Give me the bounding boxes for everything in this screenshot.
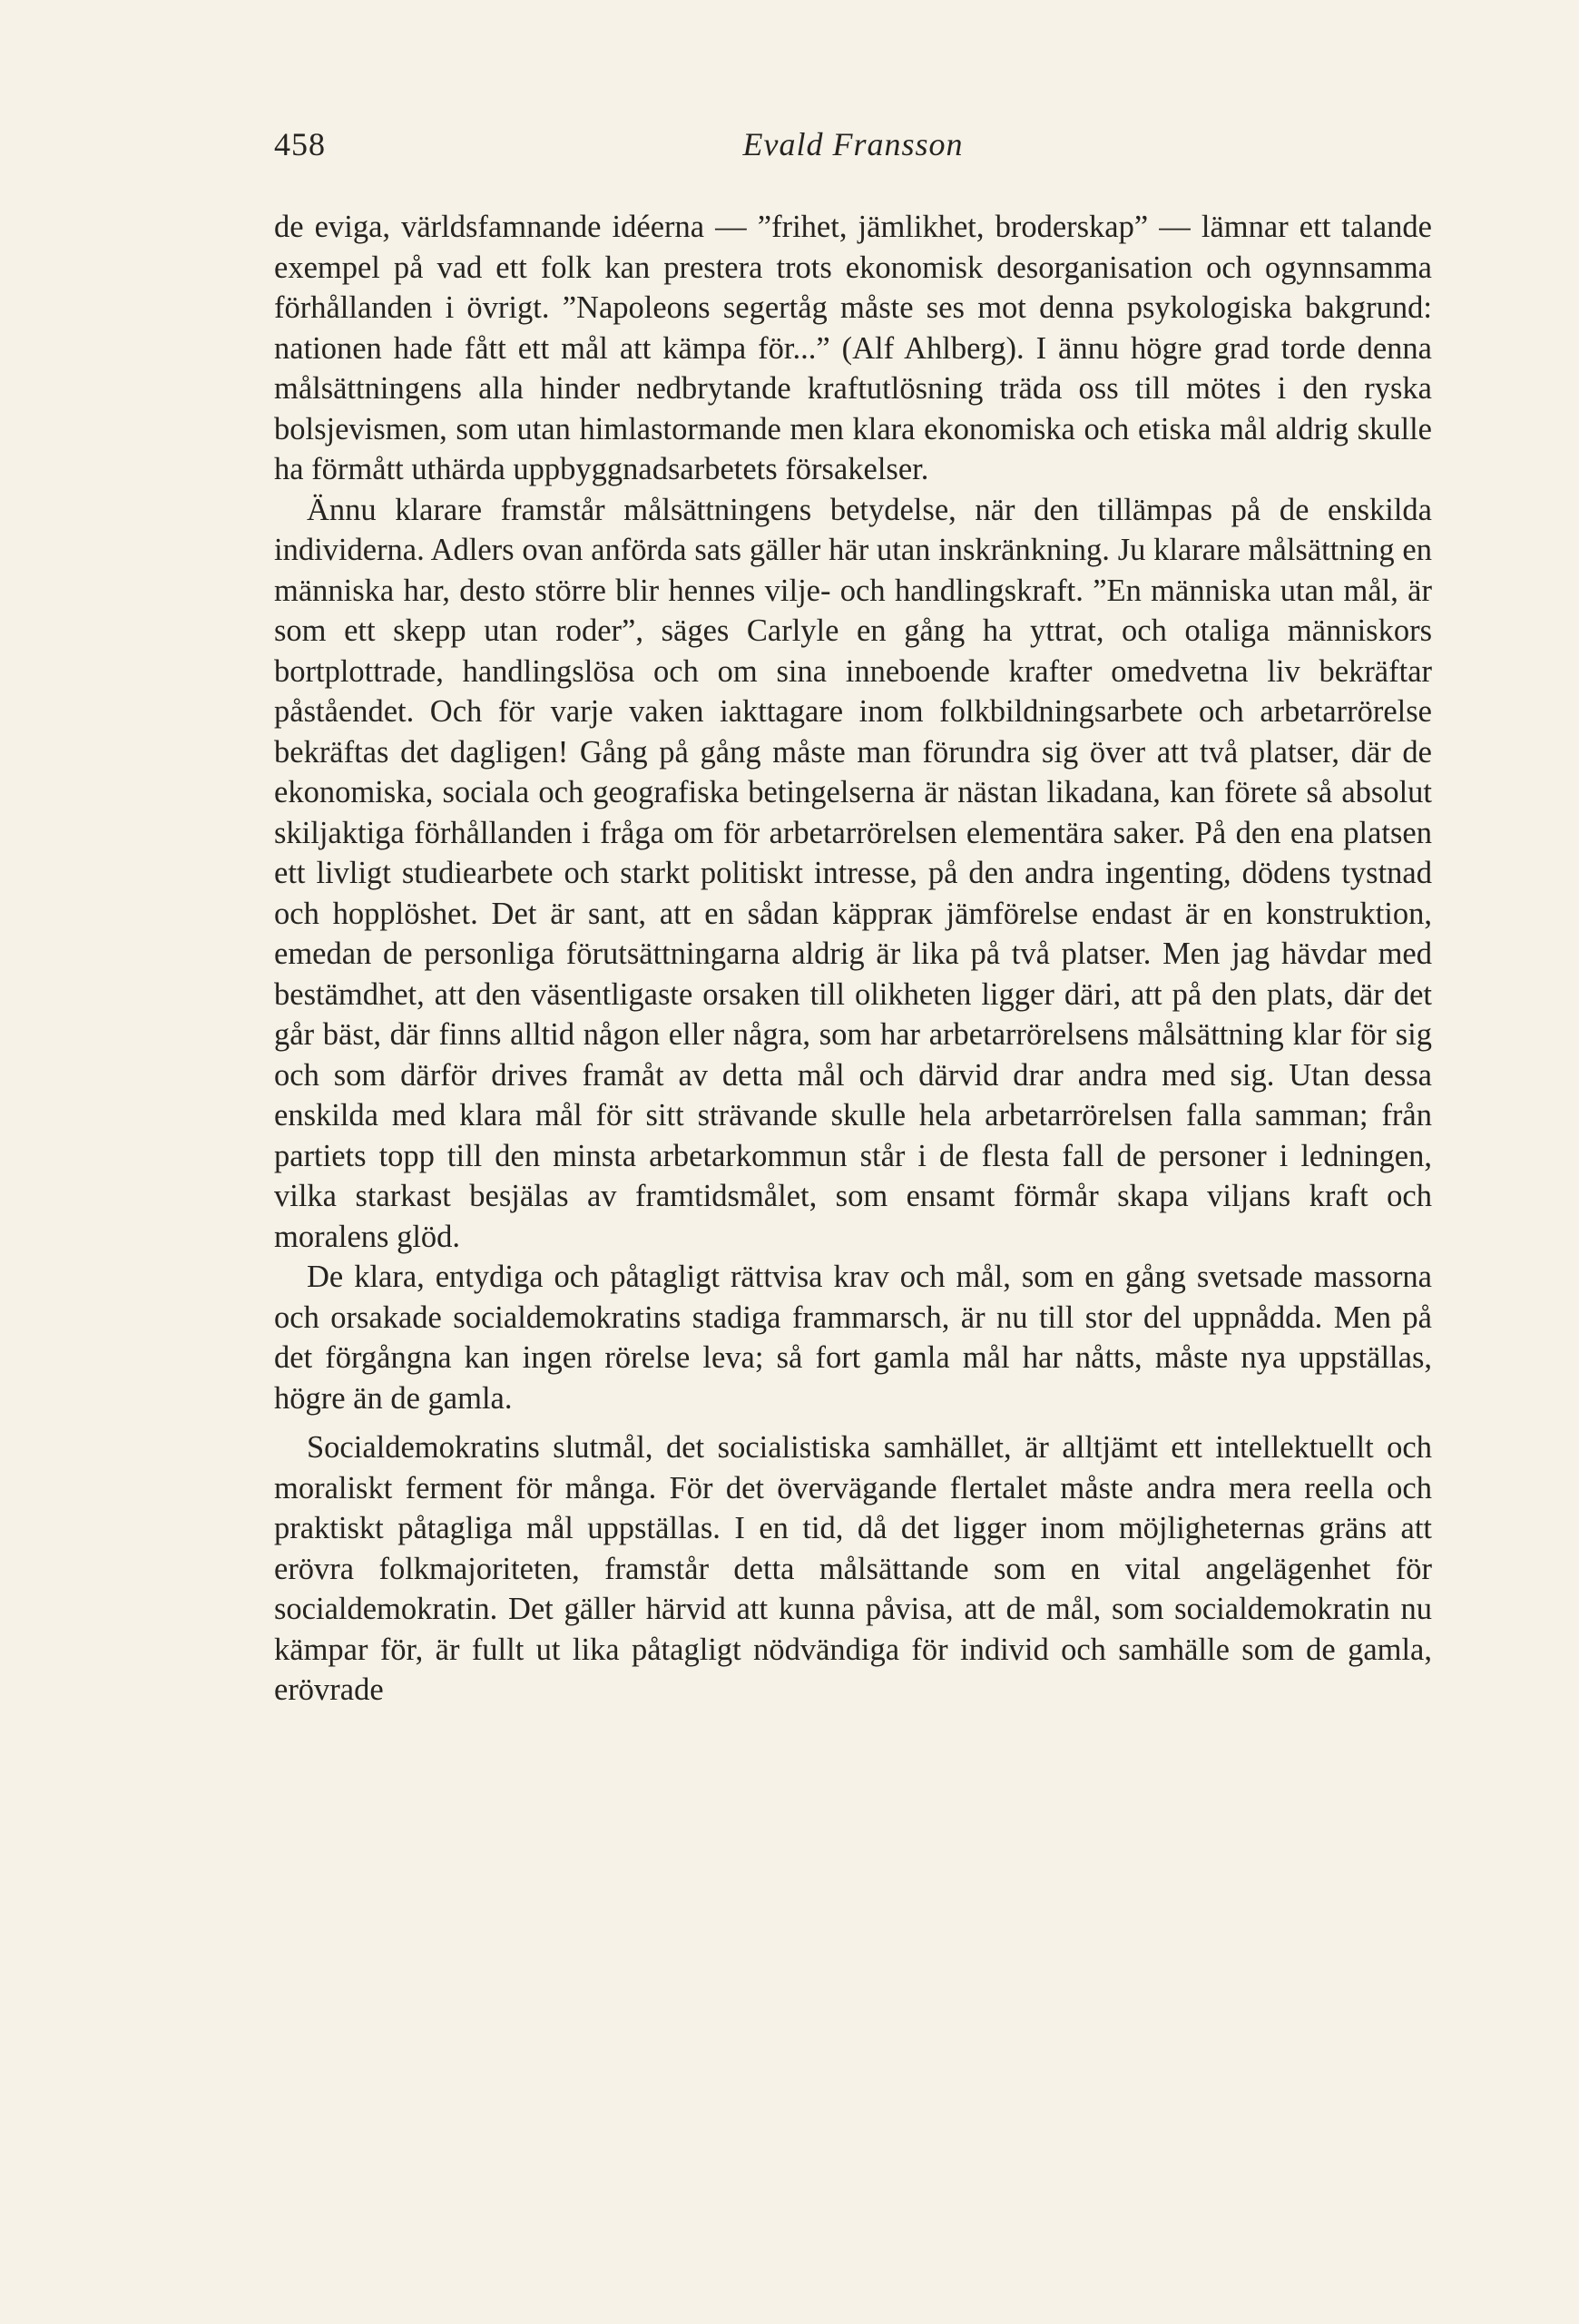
page-header	[274, 125, 1432, 180]
paragraph-4: Socialdemokratins slutmål, det socialistiska samhället, är alltjämt ett intellektuellt och moraliskt ferment för många. För det övervägande flertalet måste andra mera reella och praktiskt påtagliga mål uppställas. I en tid, då det ligger inom möjligheternas gräns att erövra folkmajoriteten, framstår detta målsättande som en vital angelägenhet för socialdemokratin. Det gäller härvid att kunna påvisa, att de mål, som socialdemokratin nu kämpar för, är fullt ut lika påtagligt nödvändiga för individ och samhälle som de gamla, erövrade	[274, 1430, 1432, 1707]
page-number: 458	[274, 126, 326, 162]
paragraph-3: De klara, entydiga och påtagligt rättvisa krav och mål, som en gång svetsade massorna och orsakade socialdemokratins stadiga frammarsch, är nu till stor del uppnådda. Men på det förgångna kan ingen rörelse leva; så fort gamla mål har nåtts, måste nya uppställas, högre än de gamla.	[274, 1260, 1432, 1416]
paragraph-1: de eviga, världsfamnande idéerna — ”frihet, jämlikhet, broderskap” — lämnar ett talande exempel på vad ett folk kan prestera trots ekonomisk desorganisation och ogynnsamma förhållanden i övrigt. ”Napoleons segertåg måste ses mot denna psykologiska bakgrund: nationen hade fått ett mål att kämpa för...” (Alf Ahlberg). I ännu högre grad torde denna målsättningens alla hinder nedbrytande kraftutlösning träda oss till mötes i den ryska bolsjevismen, som utan himlastormande men klara ekonomiska och etiska mål aldrig skulle ha förmått uthärda uppbyggnadsarbetets försakelser.	[274, 210, 1432, 486]
running-head: Evald Fransson	[742, 126, 964, 162]
paragraph-2: Ännu klarare framstår målsättningens betydelse, när den tillämpas på de enskilda individerna. Adlers ovan anförda sats gäller här utan inskränkning. Ju klarare målsättning en människa har, desto större blir hennes vilje- och handlingskraft. ”En människa utan mål, är som ett skepp utan roder”, säges Carlyle en gång ha yttrat, och otaliga människors bortplottrade, handlingslösa och om sina inneboende krafter omedvetna liv bekräftar påståendet. Och för varje vaken iakttagare inom folkbildningsarbete och arbetarrörelse bekräftas det dagligen! Gång på gång måste man förundra sig över att två platser, där de ekonomiska, sociala och geografiska betingelserna är nästan likadana, kan förete så absolut skiljaktiga förhållanden i fråga om för arbetarrörelsen elementära saker. På den ena platsen ett livligt studiearbete och starkt politiskt intresse, på den andra ingenting, dödens tystnad och hopplöshet. Det är sant, att en sådan käppraк jämförelse endast är en konstruktion, emedan de personliga förutsättningarna aldrig är lika på två platser. Men jag hävdar med bestämdhet, att den väsentligaste orsaken till olikheten ligger däri, att på den plats, där det går bäst, där finns alltid någon eller några, som har arbetarrörelsens målsättning klar för sig och som därför drives framåt av detta mål och därvid drar andra med sig. Utan dessa enskilda med klara mål för sitt strävande skulle hela arbetarrörelsen falla samman; från partiets topp till den minsta arbetarkommun står i de flesta fall de personer i ledningen, vilka starkast besjälas av framtidsmålet, som ensamt förmår skapa viljans kraft och moralens glöd.	[274, 492, 1432, 1254]
body-text	[274, 207, 1432, 1711]
